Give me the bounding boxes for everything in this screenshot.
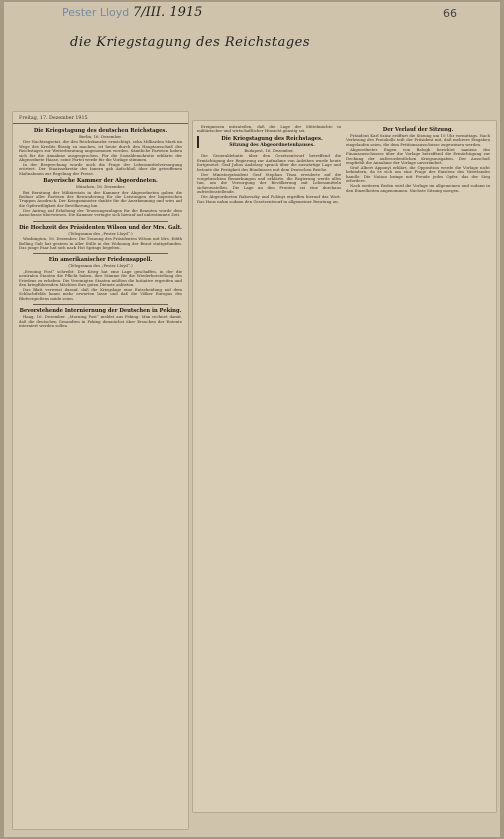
boxed-headline [197,136,341,148]
paragraph: Der Antrag auf Erhöhung der Teuerungszulagen für die Beamten wurde dem Ausschusse überwiesen. Die Kammer vertagte sich hierauf auf unbestimmte Zeit. [19,207,182,218]
paragraph: Graf Albert Apponyi erklärt, die Opposition werde die Vorlage nicht behindern, da es sich um eine Frage der Existenz des Vaterlandes handle. Die Nation bringe mit Freude jedes Opfer, das der Sieg erfordere. [346,165,490,184]
paragraph: Der Nachtragsetat, der den Reichskanzler ermächtigt, zehn Milliarden Mark im Wege des Kredits flüssig zu machen, ist heute durch den Hauptausschuß des Reichstages zur Weiterberatung angenommen worden. Sämtliche Parteien haben sich für die Annahme ausgesprochen. Für die Sozialdemokratie erklärte der Abgeordnete Haase, seine Partei werde für die Vorlage stimmen. [19,139,182,163]
telegram-note: (Telegramm des „Pester Lloyd“.) [68,263,133,269]
headline-bavaria: Bayerische Kammer der Abgeordneten. [43,178,158,185]
dateline-berlin: Berlin, 16. Dezember. [79,134,122,139]
headline-wilson: Die Hochzeit des Präsidenten Wilson und der Mrs. Galt. [19,224,182,231]
paragraph: Präsident Karl Szász eröffnet die Sitzung um 10 Uhr vormittags. Nach Verlesung des Protokolls teilt der Präsident mit, daß mehrere Eingaben eingelaufen seien, die dem Petitionsausschusse zugewiesen werden. [346,133,490,147]
handwritten-title: die Kriegstagung des Reichstages [70,35,311,50]
right-column-1 [197,125,341,205]
left-column [19,126,182,329]
newspaper-stamp: Pester Lloyd [62,6,130,19]
headline-reichstag: Die Kriegstagung des deutschen Reichstages. [33,128,168,134]
paragraph: Die Generaldebatte über den Gesetzentwurf betreffend die Ermächtigung der Regierung zur Aufnahme von Anleihen wurde heute fortgesetzt. Graf Julius Andrássy sprach über die auswärtige Lage und betonte die Festigkeit des Bündnisses mit dem Deutschen Reiche. [197,153,341,172]
paragraph: „Evening Post“ schreibt: Der Krieg hat eine Lage geschaffen, in der die neutralen Staaten die Pflicht haben, ihre Stimme für die Wiederherstellung des Friedens zu erheben. Die Vereinigten Staaten müßten die Initiative ergreifen und den kriegführenden Mächten ihre guten Dienste anbieten. [19,268,182,287]
clipping-right [193,121,496,812]
paragraph: Nach weiteren Reden wird die Vorlage im allgemeinen und sodann in den Einzelheiten angenommen. Nächste Sitzung morgen. [346,183,490,193]
page-number: 66 [443,7,457,20]
right-column-2 [346,125,490,194]
paragraph: Washington, 16. Dezember. Die Trauung des Präsidenten Wilson mit Mrs. Edith Bolling Galt hat gestern in aller Stille in der Wohnung der Braut stattgefunden. Das junge Paar hat sich nach Hot Springs begeben. [19,236,182,250]
headline-peking: Bevorstehende Interniernung der Deutschen in Peking. [19,308,182,315]
paragraph: In der Besprechung wurde auch die Frage der Lebensmittelversorgung erörtert. Der Staatssekretär des Innern gab Aufschluß über die getroffenen Maßnahmen zur Regelung der Preise. [19,162,182,176]
paragraph: Abgeordneter Eugen von Balogh berichtet namens des Finanzausschusses über die Vorlage betreffend die Ermächtigung zur Deckung der außerordentlichen Kriegsausgaben. Der Ausschuß empfiehlt die Annahme der Vorlage unverändert. [346,146,490,166]
dateline-munich: München, 16. Dezember. [75,184,126,190]
paragraph: Ereignissen mitzuteilen, daß die Lage der Mittelmächte in militärischer und wirtschaftlicher Hinsicht günstig sei. [197,124,341,134]
divider [33,221,168,222]
headline-budapest: Die Kriegstagung des Reichstages. [221,135,323,142]
dateline-budapest: Budapest, 16. Dezember. [244,148,294,154]
telegram-note: (Telegramm des „Pester Lloyd“.) [68,230,133,236]
paragraph: Die Abgeordneten Rakovszky und Polónyi ergriffen hierauf das Wort. Das Haus nahm sodann den Gesetzentwurf in allgemeiner Beratung an. [197,194,341,204]
subheadline-session: Sitzung des Abgeordnetenhauses. [229,142,315,148]
clipping-dateline: Freitag, 17. Dezember 1915 [13,112,188,124]
paragraph: Haag, 16. Dezember. „Morning Post“ meldet aus Peking: Man rechnet damit, daß die deutschen Gesandten in Peking demnächst über Ersuchen der Entente interniert werden sollen. [19,314,182,328]
paragraph: Bei Beratung der Militäretats in der Kammer der Abgeordneten gaben die Redner aller Parteien der Bewunderung für die Leistungen der bayerischen Truppen Ausdruck. Der Kriegsminister dankte für die Anerkennung und wies auf die Opferwilligkeit der Bevölkerung hin. [19,189,182,208]
clipping-left [13,112,188,829]
headline-session-course: Der Verlauf der Sitzung. [382,127,454,133]
divider [33,253,168,254]
handwritten-date: 7/III. 1915 [133,5,203,20]
headline-peace-appeal: Ein amerikanischer Friedensappell. [48,257,153,264]
paragraph: Der Ministerpräsident Graf Stephan Tisza erwiderte auf die vorgebrachten Bemerkungen und erklärte, die Regierung werde alles tun, um die Versorgung der Bevölkerung mit Lebensmitteln sicherzustellen. Die Lage an den Fronten sei eine durchaus zufriedenstellende. [197,171,341,195]
paragraph: Das Blatt verweist darauf, daß die Kriegslage eine Entscheidung auf dem Schlachtfelde kaum mehr erwarten lasse und daß die Völker Europas des Blutvergießens müde seien. [19,286,182,301]
divider [33,304,168,305]
